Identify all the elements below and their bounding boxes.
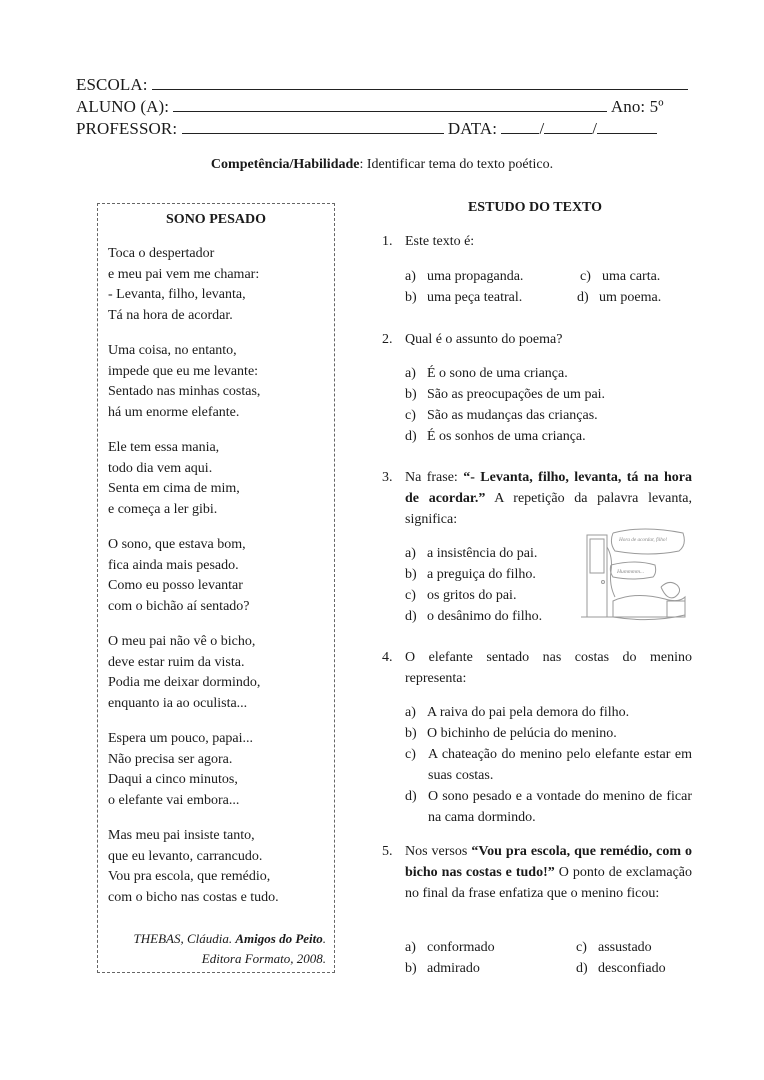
- teacher-line: [76, 118, 688, 139]
- option-letter: b): [405, 961, 417, 976]
- poem-verse: com o bicho nas costas e tudo.: [108, 889, 279, 905]
- poem-stanza: [108, 438, 240, 520]
- poem-verse: Vou pra escola, que remédio,: [108, 869, 271, 884]
- question-number: 1.: [382, 234, 393, 249]
- poem-verse: Toca o despertador: [108, 246, 215, 261]
- option-letter: a): [405, 705, 416, 720]
- option-text: É o sono de uma criança.: [427, 366, 568, 381]
- option-3c[interactable]: [405, 585, 516, 606]
- question-post: O ponto de exclamação no final da frase enfatiza que o menino ficou:: [405, 865, 693, 901]
- option-letter: c): [405, 747, 416, 762]
- question-number: 3.: [382, 470, 393, 485]
- poem-verse: Uma coisa, no entanto,: [108, 343, 237, 358]
- option-4d[interactable]: [405, 786, 692, 828]
- question-number: 5.: [382, 844, 393, 859]
- data-label: DATA:: [447, 119, 498, 138]
- school-line: [76, 74, 688, 95]
- date-year-field[interactable]: [597, 118, 657, 134]
- option-3a[interactable]: [405, 543, 537, 564]
- option-2d[interactable]: [405, 426, 586, 447]
- competencia-text: : Identificar tema do texto poético.: [359, 157, 554, 172]
- poem-verse: Não precisa ser agora.: [108, 751, 233, 767]
- option-text: conformado: [427, 940, 495, 955]
- poem-stanza: [108, 826, 279, 908]
- option-text: admirado: [427, 961, 480, 976]
- date-month-field[interactable]: [544, 118, 592, 134]
- speech-text-1: Hora de acordar, filho!: [619, 537, 668, 543]
- question-1: [382, 231, 692, 252]
- option-text: São as mudanças das crianças.: [427, 408, 598, 423]
- poem-verse: Daqui a cinco minutos,: [108, 772, 238, 787]
- date-separator: /: [592, 119, 598, 138]
- poem-stanza: [108, 535, 250, 617]
- date-day-field[interactable]: [501, 118, 539, 134]
- poem-verse: O sono, que estava bom,: [108, 537, 246, 552]
- credit-publisher: Editora Formato, 2008.: [201, 951, 326, 966]
- question-2: [382, 329, 692, 350]
- poem-stanza: [108, 729, 253, 811]
- aluno-field[interactable]: [173, 96, 607, 112]
- poem-title: SONO PESADO: [166, 212, 266, 227]
- option-text: assustado: [598, 940, 652, 955]
- option-letter: c): [405, 588, 416, 603]
- option-text: A raiva do pai pela demora do filho.: [427, 705, 630, 720]
- poem-verse: há um enorme elefante.: [108, 404, 240, 420]
- option-text: uma propaganda.: [427, 269, 524, 284]
- bed-end: [667, 601, 685, 617]
- ano-label: Ano: 5º: [610, 97, 664, 116]
- poem-verse: Ele tem essa mania,: [108, 440, 220, 455]
- option-1b[interactable]: [405, 287, 522, 308]
- poem-verse: deve estar ruim da vista.: [108, 654, 245, 670]
- poem-verse: enquanto ia ao oculista...: [108, 695, 248, 711]
- poem-stanza: [108, 244, 259, 326]
- competencia-label: Competência/Habilidade: [210, 157, 360, 172]
- question-text: [405, 467, 692, 530]
- option-2c[interactable]: [405, 405, 598, 426]
- aluno-label: ALUNO (A):: [76, 97, 170, 116]
- poem-verse: O meu pai não vê o bicho,: [108, 634, 256, 649]
- student-line: [76, 96, 688, 117]
- option-letter: a): [405, 546, 416, 561]
- escola-label: ESCOLA:: [76, 75, 148, 94]
- poem-stanza: [108, 632, 260, 714]
- question-pre: Na frase:: [405, 470, 464, 485]
- poem-verse: Tá na hora de acordar.: [108, 307, 233, 323]
- poem-verse: Mas meu pai insiste tanto,: [108, 828, 255, 843]
- question-4: [382, 647, 692, 689]
- option-letter: d): [405, 429, 417, 444]
- option-4a[interactable]: [405, 702, 629, 723]
- option-5c[interactable]: [576, 937, 652, 958]
- option-letter: c): [580, 269, 591, 284]
- poem-verse: que eu levanto, carrancudo.: [108, 848, 263, 864]
- option-2a[interactable]: [405, 363, 568, 384]
- option-3b[interactable]: [405, 564, 536, 585]
- poem-verse: com o bichão aí sentado?: [108, 598, 250, 614]
- option-1d[interactable]: [577, 287, 661, 308]
- credit-book: Amigos do Peito: [235, 931, 323, 946]
- option-4c[interactable]: [405, 744, 692, 786]
- option-text: o desânimo do filho.: [427, 609, 543, 624]
- question-pre: Nos versos: [405, 844, 472, 859]
- question-number: 2.: [382, 332, 393, 347]
- poem-verse: - Levanta, filho, levanta,: [108, 287, 246, 302]
- option-letter: d): [577, 290, 589, 305]
- poem-verse: Podia me deixar dormindo,: [108, 675, 261, 690]
- bed-blanket: [613, 595, 685, 619]
- option-5a[interactable]: [405, 937, 495, 958]
- option-text: É os sonhos de uma criança.: [427, 429, 586, 444]
- credit-author: THEBAS, Cláudia.: [133, 931, 236, 946]
- bedroom-illustration: [573, 527, 689, 629]
- option-text: uma carta.: [602, 269, 661, 284]
- option-text: A chateação do menino pelo elefante estar em suas costas.: [428, 747, 692, 783]
- question-text: O elefante sentado nas costas do menino representa:: [405, 650, 692, 686]
- option-5d[interactable]: [576, 958, 666, 979]
- credit-line-1: [100, 929, 326, 949]
- speech-text-2: Hummmm...: [617, 569, 645, 575]
- option-text: a preguiça do filho.: [427, 567, 536, 582]
- poem-verse: e começa a ler gibi.: [108, 501, 218, 517]
- option-letter: c): [405, 408, 416, 423]
- option-letter: d): [405, 609, 417, 624]
- option-letter: b): [405, 290, 417, 305]
- option-letter: a): [405, 269, 416, 284]
- option-text: O sono pesado e a vontade do menino de ficar na cama dormindo.: [428, 789, 692, 825]
- door-panel: [590, 539, 604, 573]
- credit-end: .: [322, 931, 326, 946]
- option-text: os gritos do pai.: [427, 588, 517, 603]
- question-quote: “Vou pra escola, que remédio, com o bicho nas costas e tudo!”: [405, 844, 692, 880]
- question-quote: “- Levanta, filho, levanta, tá na hora de acordar.”: [405, 470, 692, 506]
- poem-verse: e meu pai vem me chamar:: [108, 266, 260, 282]
- option-letter: b): [405, 726, 417, 741]
- option-letter: c): [576, 940, 587, 955]
- option-text: São as preocupações de um pai.: [427, 387, 606, 402]
- option-letter: d): [405, 789, 417, 804]
- option-4b[interactable]: [405, 723, 617, 744]
- poem-verse: Senta em cima de mim,: [108, 481, 240, 496]
- question-text: Este texto é:: [405, 234, 475, 249]
- poem-verse: o elefante vai embora...: [108, 792, 240, 808]
- option-text: desconfiado: [598, 961, 666, 976]
- competencia-line: [0, 156, 764, 174]
- question-text: Qual é o assunto do poema?: [405, 332, 563, 347]
- option-3d[interactable]: [405, 606, 542, 627]
- professor-field[interactable]: [182, 118, 444, 134]
- question-number: 4.: [382, 650, 393, 665]
- study-title: ESTUDO DO TEXTO: [467, 200, 603, 215]
- poem-verse: fica ainda mais pesado.: [108, 557, 239, 573]
- poem-verse: impede que eu me levante:: [108, 363, 259, 379]
- escola-field[interactable]: [152, 74, 688, 90]
- option-1a[interactable]: [405, 266, 523, 287]
- boy-head: [661, 582, 680, 597]
- option-text: a insistência do pai.: [427, 546, 538, 561]
- option-text: uma peça teatral.: [427, 290, 523, 305]
- option-5b[interactable]: [405, 958, 480, 979]
- option-letter: b): [405, 387, 417, 402]
- option-letter: b): [405, 567, 417, 582]
- option-text: um poema.: [599, 290, 662, 305]
- option-letter: d): [576, 961, 588, 976]
- question-text: [405, 841, 692, 904]
- option-text: O bichinho de pelúcia do menino.: [427, 726, 617, 741]
- poem-verse: todo dia vem aqui.: [108, 460, 213, 476]
- option-letter: a): [405, 940, 416, 955]
- poem-verse: Como eu posso levantar: [108, 578, 243, 593]
- poem-stanza: [108, 341, 260, 423]
- option-letter: a): [405, 366, 416, 381]
- poem-verse: Sentado nas minhas costas,: [108, 384, 261, 399]
- option-2b[interactable]: [405, 384, 605, 405]
- option-1c[interactable]: [580, 266, 660, 287]
- door-knob: [602, 581, 605, 584]
- question-post: A repetição da palavra levanta, significa:: [405, 491, 692, 527]
- professor-label: PROFESSOR:: [76, 119, 178, 138]
- question-5: [382, 841, 692, 904]
- poem-credit: [100, 929, 326, 969]
- poem-verse: Espera um pouco, papai...: [108, 731, 254, 746]
- date-separator: /: [539, 119, 545, 138]
- question-3: [382, 467, 692, 530]
